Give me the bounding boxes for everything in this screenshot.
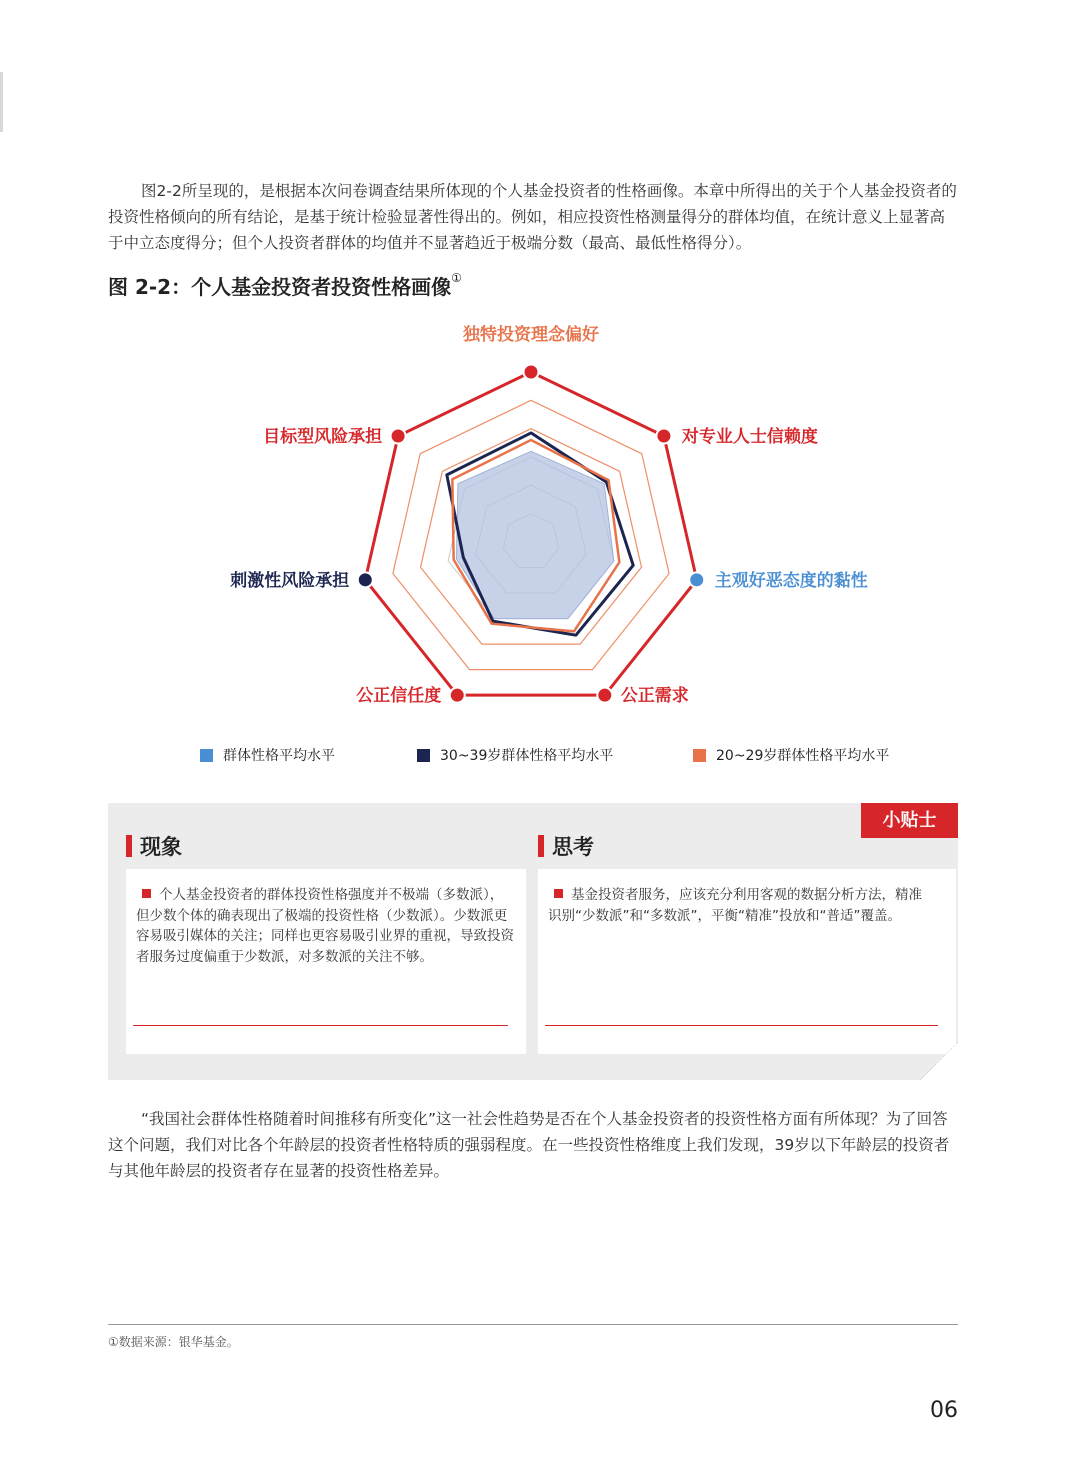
reflection-heading <box>538 831 594 861</box>
radar-axis-label: 公正信任度 <box>356 686 442 707</box>
figure-title-text: 图 2-2：个人基金投资者投资性格画像 <box>108 275 452 299</box>
footer-rule <box>108 1324 958 1325</box>
phenomenon-heading <box>126 831 182 861</box>
reflection-text: 基金投资者服务，应该充分利用客观的数据分析方法，精准识别“少数派”和“多数派”，平衡“精准”投放和“普适”覆盖。 <box>548 887 922 924</box>
card-divider <box>133 1025 508 1026</box>
card-divider <box>545 1025 938 1026</box>
tips-box <box>108 803 958 1080</box>
radar-axis-marker <box>450 688 465 703</box>
radar-axis-label: 刺激性风险承担 <box>230 570 350 591</box>
outro-text: “我国社会群体性格随着时间推移有所变化”这一社会性趋势是否在个人基金投资者的投资性格方面有所体现？为了回答这个问题，我们对比各个年龄层的投资者性格特质的强弱程度。在一些投资性格维度上我们发现，39岁以下年龄层的投资者与其他年龄层的投资者存在显著的投资性格差异。 <box>108 1110 950 1180</box>
legend-item-20-29 <box>693 745 889 765</box>
outro-paragraph <box>108 1106 958 1184</box>
tips-tag: 小贴士 <box>861 803 958 838</box>
legend-swatch-blue <box>200 749 213 762</box>
legend-label: 30~39岁群体性格平均水平 <box>440 748 614 764</box>
page-fold-cover <box>920 1042 958 1080</box>
radar-axis-label: 公正需求 <box>620 686 689 707</box>
figure-footnote-mark: ① <box>451 271 462 285</box>
figure-title <box>108 271 462 300</box>
radar-axis-marker <box>358 572 373 587</box>
radar-axis-marker <box>689 572 704 587</box>
bullet-square <box>142 889 151 898</box>
phenomenon-text-block <box>136 885 516 967</box>
radar-axis-label: 对专业人士信赖度 <box>681 427 818 448</box>
footnote: ①数据来源：银华基金。 <box>108 1335 239 1349</box>
page-edge-mark <box>0 72 3 132</box>
legend-label: 20~29岁群体性格平均水平 <box>716 748 890 764</box>
radar-axis-marker <box>524 365 539 380</box>
heading-bar <box>538 835 544 857</box>
legend-label: 群体性格平均水平 <box>223 748 335 764</box>
phenomenon-card <box>126 869 526 1054</box>
legend-swatch-navy <box>417 749 430 762</box>
bullet-square <box>554 889 563 898</box>
page-number: 06 <box>930 1398 958 1423</box>
radar-chart <box>0 300 1080 740</box>
heading-bar <box>126 835 132 857</box>
legend-item-30-39 <box>417 745 613 765</box>
intro-paragraph <box>108 178 958 256</box>
reflection-title: 思考 <box>552 835 594 859</box>
radar-axis-marker <box>391 429 406 444</box>
phenomenon-text: 个人基金投资者的群体投资性格强度并不极端（多数派），但少数个体的确表现出了极端的投资性格（少数派）。少数派更容易吸引媒体的关注；同样也更容易吸引业界的重视，导致投资者服务过度偏重于少数派，对多数派的关注不够。 <box>136 887 514 965</box>
legend-swatch-orange <box>693 749 706 762</box>
radar-axis-label: 主观好恶态度的黏性 <box>714 570 868 591</box>
radar-series-group <box>447 433 633 635</box>
radar-axis-marker <box>597 688 612 703</box>
reflection-text-block <box>548 885 928 926</box>
phenomenon-title: 现象 <box>140 835 182 859</box>
intro-text: 图2-2所呈现的，是根据本次问卷调查结果所体现的个人基金投资者的性格画像。本章中所得出的关于个人基金投资者的投资性格倾向的所有结论，是基于统计检验显著性得出的。例如，相应投资性格测量得分的群体均值，在统计意义上显著高于中立态度得分；但个人投资者群体的均值并不显著趋近于极端分数（最高、最低性格得分）。 <box>108 182 957 252</box>
radar-axis-label: 目标型风险承担 <box>263 427 383 448</box>
radar-axis-label: 独特投资理念偏好 <box>463 325 599 345</box>
reflection-card <box>538 869 956 1054</box>
radar-axis-marker <box>656 429 671 444</box>
legend-item-group-average <box>200 745 335 765</box>
